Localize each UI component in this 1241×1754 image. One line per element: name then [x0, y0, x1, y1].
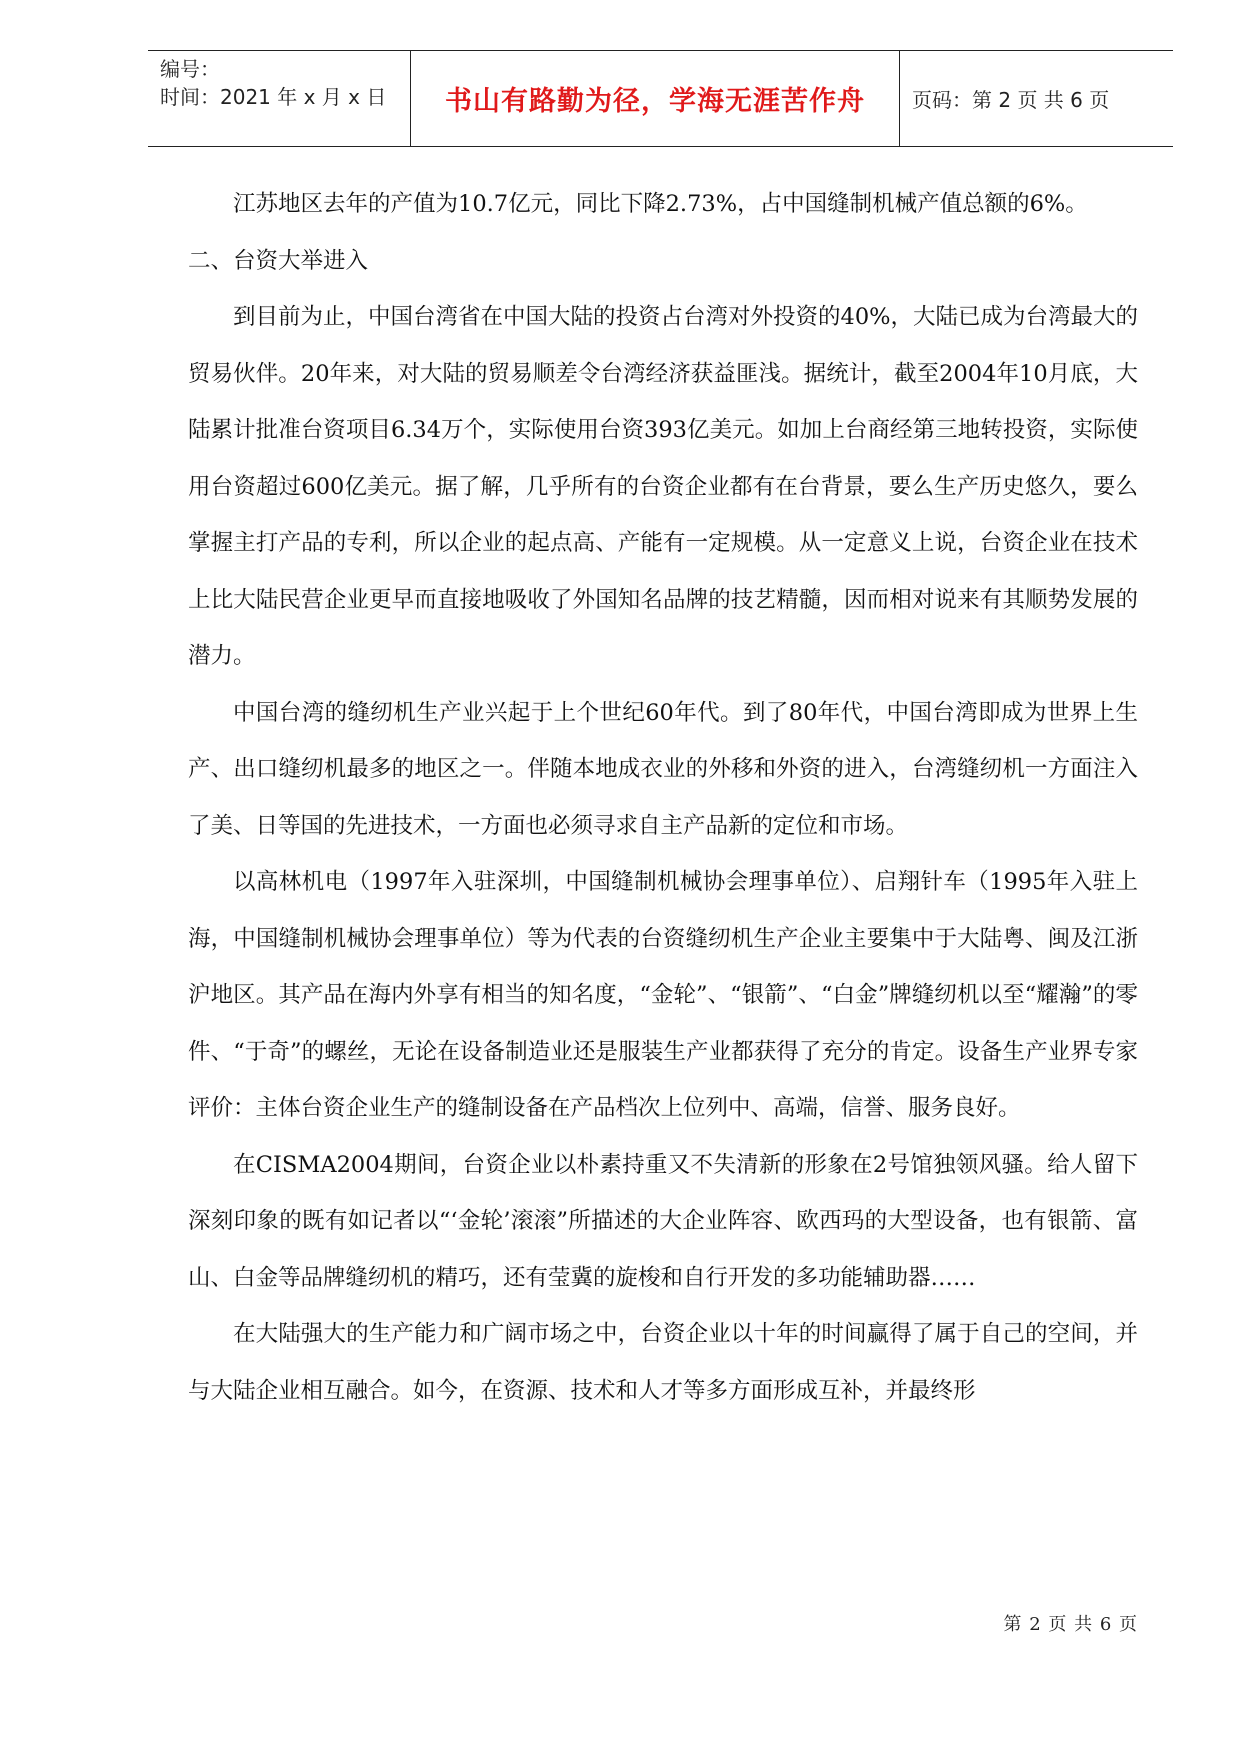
paragraph-taiwan-investment: 到目前为止，中国台湾省在中国大陆的投资占台湾对外投资的40%，大陆已成为台湾最大的贸易伙伴。20年来，对大陆的贸易顺差令台湾经济获益匪浅。据统计，截至2004年10月底，大陆累计批准台资项目6.34万个，实际使用台资393亿美元。如加上台商经第三地转投资，实际使用台资超过600亿美元。据了解，几乎所有的台资企业都有在台背景，要么生产历史悠久，要么掌握主打产品的专利，所以企业的起点高、产能有一定规模。从一定意义上说，台资企业在技术上比大陆民营企业更早而直接地吸收了外国知名品牌的技艺精髓，因而相对说来有其顺势发展的潜力。 [188, 304, 1139, 669]
page-footer: 第 2 页 共 6 页 [1003, 1614, 1138, 1635]
paragraph-taiwan-sewing-history: 中国台湾的缝纫机生产业兴起于上个世纪60年代。到了80年代，中国台湾即成为世界上生产、出口缝纫机最多的地区之一。伴随本地成衣业的外移和外资的进入，台湾缝纫机一方面注入了美、日等国的先进技术，一方面也必须寻求自主产品新的定位和市场。 [188, 699, 1138, 839]
paragraph-jiangsu-output: 江苏地区去年的产值为10.7亿元，同比下降2.73%，占中国缝制机械产值总额的6%。 [233, 191, 1088, 217]
paragraph-cisma2004: 在CISMA2004期间，台资企业以朴素持重又不失清新的形象在2号馆独领风骚。给人留下深刻印象的既有如记者以“‘金轮’滚滚”所描述的大企业阵容、欧西玛的大型设备，也有银箭、富山、白金等品牌缝纫机的精巧，还有莹冀的旋梭和自行开发的多功能辅助器…… [188, 1151, 1138, 1291]
motto-text: 书山有路勤为径，学海无涯苦作舟 [445, 86, 865, 117]
paragraph-mainland-integration: 在大陆强大的生产能力和广阔市场之中，台资企业以十年的时间赢得了属于自己的空间，并与大陆企业相互融合。如今，在资源、技术和人才等多方面形成互补，并最终形 [188, 1321, 1138, 1404]
header-meta [148, 51, 410, 146]
document-body [188, 176, 1138, 1419]
page-header [148, 50, 1173, 147]
date-label: 时间：2021 年 x 月 x 日 [160, 85, 387, 109]
paragraph-taiwan-enterprises: 以高林机电（1997年入驻深圳，中国缝制机械协会理事单位）、启翔针车（1995年入驻上海，中国缝制机械协会理事单位）等为代表的台资缝纫机生产企业主要集中于大陆粤、闽及江浙沪地区。其产品在海内外享有相当的知名度，“金轮”、“银箭”、“白金”牌缝纫机以至“耀瀚”的零件、“于奇”的螺丝，无论在设备制造业还是服装生产业都获得了充分的肯定。设备生产业界专家评价：主体台资企业生产的缝制设备在产品档次上位列中、高端，信誉、服务良好。 [188, 869, 1138, 1121]
header-motto-cell [410, 51, 900, 146]
serial-number-label: 编号： [160, 57, 220, 81]
header-page-code: 页码：第 2 页 共 6 页 [912, 88, 1110, 112]
section-heading: 二、台资大举进入 [188, 247, 369, 274]
